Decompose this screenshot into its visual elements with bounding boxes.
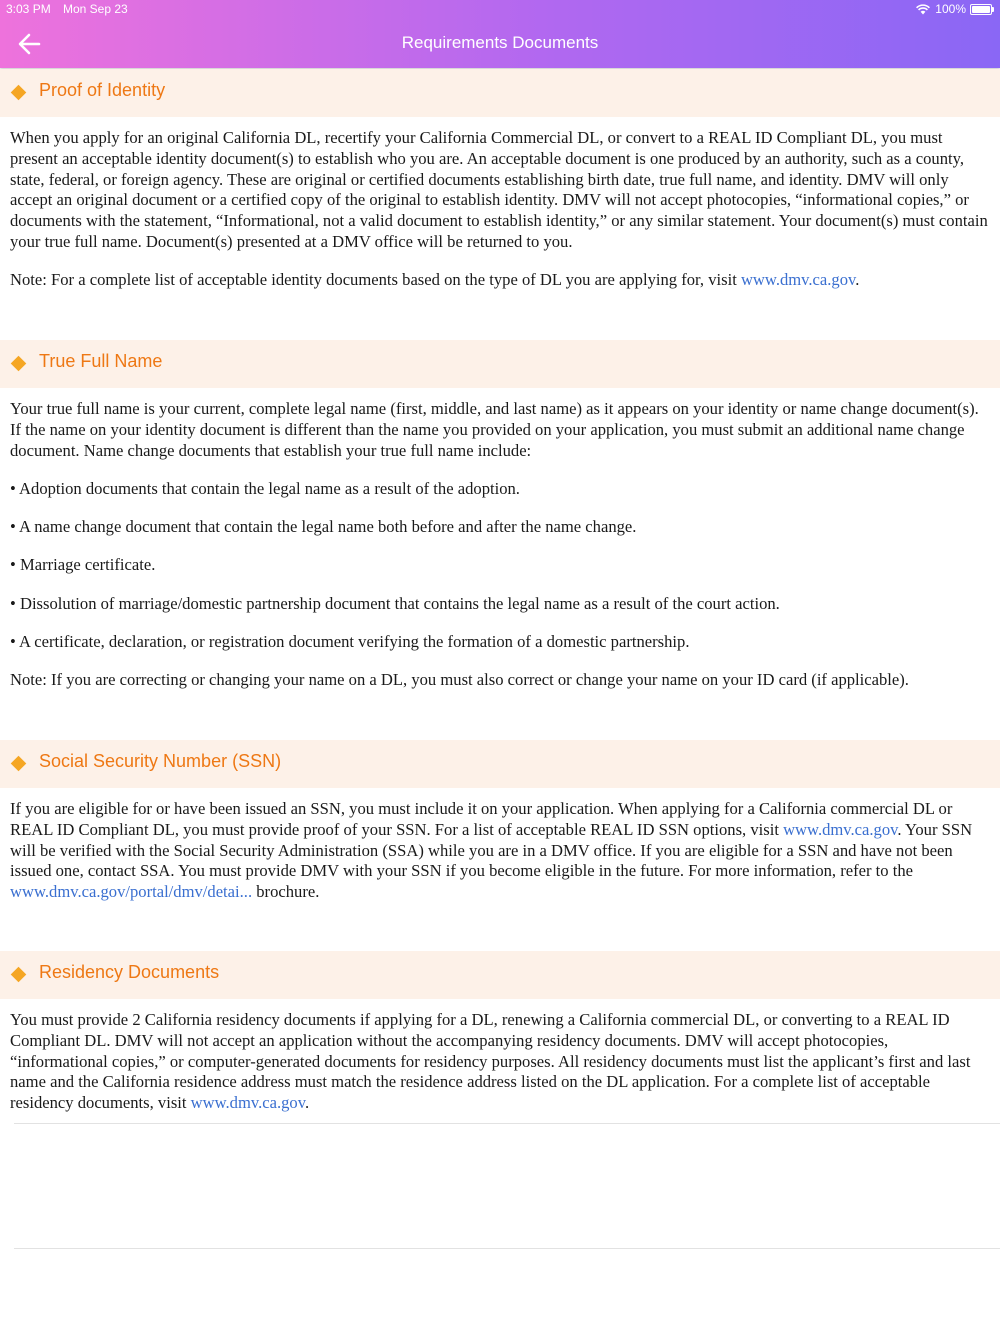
section-title: True Full Name bbox=[39, 351, 163, 371]
status-indicators bbox=[916, 2, 966, 16]
section-header-residency-documents bbox=[0, 951, 1000, 999]
diamond-bullet-icon bbox=[11, 967, 27, 983]
section-title: Social Security Number (SSN) bbox=[39, 751, 282, 771]
section-title: Residency Documents bbox=[39, 962, 220, 982]
diamond-bullet-icon bbox=[11, 756, 27, 772]
divider bbox=[14, 1123, 1000, 1124]
section-header-ssn bbox=[0, 740, 1000, 788]
body-text: You must provide 2 California residency documents if applying for a DL, renewing a California commercial DL, or converting to a REAL ID Compliant DL. DMV will not accept an application without the accompanying residency documents. DMV will accept photocopies, “informational copies,” or computer-generated documents for residency purposes. All residency documents must list the applicant’s first and last name and the California residence address must match the residence address listed on the DL application. For a complete list of acceptable residency documents, visit bbox=[10, 1010, 971, 1113]
section-note bbox=[10, 270, 990, 291]
wifi-icon bbox=[916, 4, 930, 15]
page-title: Requirements Documents bbox=[401, 33, 599, 52]
section-title: Proof of Identity bbox=[39, 80, 166, 100]
body-text: If you are eligible for or have been issued an SSN, you must include it on your application. When applying for a California commercial DL or REAL ID Compliant DL, you must provide proof of your SSN. For a list of acceptable REAL ID SSN options, visit bbox=[10, 799, 953, 839]
note-text: Note: For a complete list of acceptable identity documents based on the type of DL you are applying for, visit bbox=[10, 270, 741, 289]
dmv-link[interactable]: www.dmv.ca.gov bbox=[190, 1093, 305, 1113]
navigation-header bbox=[0, 0, 1000, 68]
list-item: • Marriage certificate. bbox=[10, 555, 156, 574]
section-body bbox=[10, 799, 990, 903]
body-text: . Your SSN will be verified with the Social Security Administration (SSA) while you are in a DMV office. If you are eligible for a SSN and have not been issued one, contact SSA. You must provide DMV with your SSN if you become eligible in the future. For more information, refer to the bbox=[10, 819, 973, 881]
body-text: . bbox=[304, 1093, 310, 1113]
section-body: When you apply for an original California DL, recertify your California Commercial DL, or convert to a REAL ID Compliant DL, you must present an acceptable identity document(s) to establish who you are. An acceptable document is one produced by an authority, such as a county, state, federal, or foreign agency. These are original or certified documents establishing birth date, true full name, and identity. DMV will only accept an original document or a certified copy of the original to establish identity. DMV will not accept photocopies, “informational copies,” or documents with the statement, “Informational, not a valid document to establish identity,” or any similar statement. Your document(s) must contain your true full name. Document(s) presented at a DMV office will be returned to you. bbox=[10, 128, 988, 251]
list-item: • A certificate, declaration, or registration document verifying the formation of a domestic partnership. bbox=[10, 632, 690, 651]
dmv-link[interactable]: www.dmv.ca.gov bbox=[783, 819, 898, 839]
dmv-link[interactable]: www.dmv.ca.gov bbox=[740, 270, 856, 289]
status-time: 3:03 PM bbox=[6, 2, 51, 16]
list-item: • A name change document that contain the legal name both before and after the name change. bbox=[10, 517, 637, 536]
diamond-bullet-icon bbox=[11, 85, 27, 101]
brochure-link[interactable]: www.dmv.ca.gov/portal/dmv/detai... bbox=[10, 882, 253, 902]
battery-icon bbox=[970, 4, 992, 15]
body-text: brochure. bbox=[252, 882, 320, 902]
list-item: • Adoption documents that contain the legal name as a result of the adoption. bbox=[10, 479, 520, 498]
list-item: • Dissolution of marriage/domestic partnership document that contains the legal name as a result of the court action. bbox=[10, 594, 780, 613]
status-date: Mon Sep 23 bbox=[63, 2, 128, 16]
section-header-true-full-name bbox=[0, 340, 1000, 388]
section-body: Your true full name is your current, complete legal name (first, middle, and last name) as it appears on your identity or name change document(s). If the name on your identity document is different than the name you provided on your application, you must submit an additional name change document. Name change documents that establish your true full name include: bbox=[10, 399, 979, 460]
diamond-bullet-icon bbox=[11, 356, 27, 372]
note-suffix: . bbox=[855, 270, 860, 289]
section-note: Note: If you are correcting or changing your name on a DL, you must also correct or change your name on your ID card (if applicable). bbox=[10, 670, 909, 689]
divider bbox=[14, 1248, 1000, 1249]
section-body bbox=[10, 1010, 990, 1114]
section-header-proof-of-identity bbox=[0, 69, 1000, 117]
battery-percent: 100% bbox=[935, 2, 966, 16]
